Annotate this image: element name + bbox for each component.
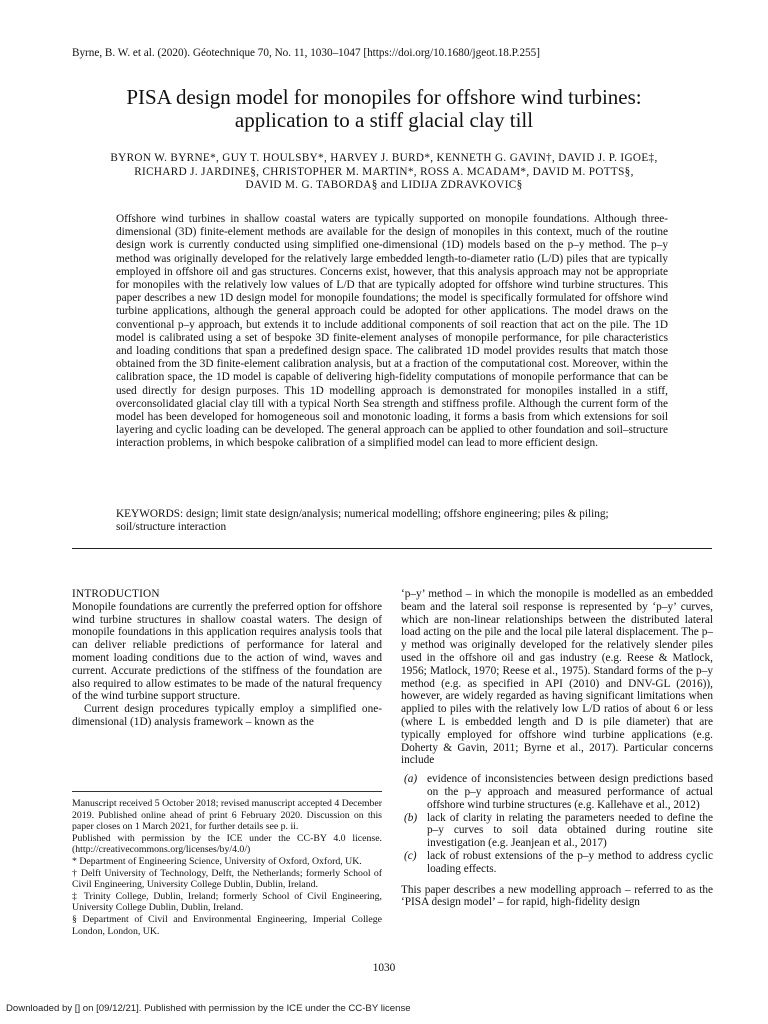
list-item-text: lack of robust extensions of the p–y method to address cyclic loading effects. bbox=[427, 849, 713, 875]
list-item-label: (c) bbox=[404, 849, 417, 862]
section-divider bbox=[72, 548, 712, 549]
download-notice: Downloaded by [] on [09/12/21]. Published with permission by the ICE under the CC-BY license bbox=[6, 1003, 411, 1014]
abstract: Offshore wind turbines in shallow coastal waters are typically supported on monopile foundations. Although three-dimensional (3D) finite-element methods are available for the design of monopiles in this context, much of the routine design work is currently conducted using simplified one-dimensional (1D) models based on the p–y method. The p–y method was originally developed for the relatively large embedded length-to-diameter ratio (L/D) piles that are typically employed in offshore oil and gas structures. Concerns exist, however, that this analysis approach may not be appropriate for monopiles with the relatively low values of L/D that are typically adopted for offshore wind turbine structures. This paper describes a new 1D design model for monopile foundations; the model is specifically formulated for offshore wind turbine applications, although the general approach could be adopted for other applications. The model draws on the conventional p–y approach, but extends it to include additional components of soil reaction that act on the pile. The 1D model is calibrated using a set of bespoke 3D finite-element analyses of monopile performance, for pile characteristics and loading conditions that span a predefined design space. The calibrated 1D model provides results that match those obtained from the 3D finite-element calibration analysis, but at a fraction of the computational cost. Moreover, within the calibration space, the 1D model is capable of delivering high-fidelity computations of monopile performance that can be used directly for design purposes. This 1D modelling approach is demonstrated for monopiles installed in a stiff, overconsolidated glacial clay till with a typical North Sea strength and stiffness profile. Although the current form of the model has been developed for homogeneous soil and monotonic loading, it forms a basis from which extensions for soil layering and cyclic loading can be developed. The general approach can be applied to other foundation and soil–structure interaction problems, in which bespoke calibration of a simplified model can lead to more efficient design. bbox=[116, 213, 668, 450]
list-item bbox=[401, 812, 713, 850]
list-item bbox=[401, 773, 713, 811]
title-line-1: PISA design model for monopiles for offshore wind turbines: bbox=[126, 85, 642, 109]
authors-line-1: BYRON W. BYRNE*, GUY T. HOULSBY*, HARVEY J. BURD*, KENNETH G. GAVIN†, DAVID J. P. IGOE‡, bbox=[110, 152, 658, 164]
paper-title bbox=[60, 86, 708, 132]
author-list bbox=[60, 152, 708, 193]
list-item bbox=[401, 850, 713, 876]
concerns-list bbox=[401, 773, 713, 875]
list-item-label: (b) bbox=[404, 811, 418, 824]
intro-paragraph-2: Current design procedures typically employ a simplified one-dimensional (1D) analysis framework – known as the bbox=[72, 703, 382, 728]
footnote-license: Published with permission by the ICE under the CC-BY 4.0 license. (http://creativecommons.org/licenses/by/4.0/) bbox=[72, 832, 382, 856]
footnote-divider bbox=[72, 791, 382, 792]
keywords: KEYWORDS: design; limit state design/analysis; numerical modelling; offshore engineering; piles & piling; soil/structure interaction bbox=[116, 508, 609, 534]
list-item-text: evidence of inconsistencies between design predictions based on the p–y approach and measured performance of actual offshore wind turbine structures (e.g. Kallehave et al., 2012) bbox=[427, 773, 713, 811]
right-paragraph-2: This paper describes a new modelling approach – referred to as the ‘PISA design model’ – for rapid, high-fidelity design bbox=[401, 883, 713, 909]
list-item-text: lack of clarity in relating the parameters needed to define the p–y curves to soil data obtained during routine site investigation (e.g. Jeanjean et al., 2017) bbox=[427, 811, 713, 850]
intro-paragraph-1: Monopile foundations are currently the preferred option for offshore wind turbine structures in shallow coastal waters. The design of monopile foundations in this application requires analysis tools that can deliver reliable predictions of performance for lateral and moment loading conditions due to the action of wind, waves and current. Accurate predictions of the stiffness of the foundation are also required to allow estimates to be made of the natural frequency of the wind turbine support structure. bbox=[72, 600, 382, 703]
journal-citation: Byrne, B. W. et al. (2020). Géotechnique 70, No. 11, 1030–1047 [https://doi.org/10.1680/jgeot.18.P.255] bbox=[72, 47, 540, 59]
right-paragraph-1: ‘p–y’ method – in which the monopile is modelled as an embedded beam and the lateral soil response is represented by ‘p–y’ curves, which are non-linear relationships between the distributed lateral load acting on the pile and the local pile lateral displacement. The p–y method was originally developed for the relatively slender piles used in the offshore oil and gas industry (e.g. Reese & Matlock, 1956; Matlock, 1970; Reese et al., 1975). Standard forms of the p–y method (e.g. as specified in API (2010) and DNV-GL (2016)), however, are widely regarded as having significant limitations when applied to piles with the relatively low L/D ratios of about 6 or less (where L is embedded length and D is pile diameter) that are typically employed for offshore wind turbine applications (e.g. Doherty & Gavin, 2011; Byrne et al., 2017). Particular concerns include bbox=[401, 588, 713, 767]
authors-line-2: RICHARD J. JARDINE§, CHRISTOPHER M. MARTIN*, ROSS A. MCADAM*, DAVID M. POTTS§, bbox=[134, 165, 634, 178]
right-column bbox=[401, 588, 713, 909]
footnote-affiliation-delft: † Delft University of Technology, Delft, the Netherlands; formerly School of Civil Engineering, University College Dublin, Dublin, Ireland. bbox=[72, 867, 382, 891]
left-column bbox=[72, 588, 382, 729]
footnote-affiliation-oxford: * Department of Engineering Science, University of Oxford, Oxford, UK. bbox=[72, 855, 362, 867]
list-item-label: (a) bbox=[404, 773, 418, 786]
authors-line-3: DAVID M. G. TABORDA§ and LIDIJA ZDRAVKOVIC§ bbox=[245, 179, 523, 191]
footnote-affiliation-imperial: § Department of Civil and Environmental Engineering, Imperial College London, London, UK. bbox=[72, 913, 382, 937]
footnote-manuscript: Manuscript received 5 October 2018; revised manuscript accepted 4 December 2019. Published online ahead of print 6 February 2020. Discussion on this paper closes on 1 March 2021, for further details see p. ii. bbox=[72, 798, 382, 833]
page-number: 1030 bbox=[372, 962, 396, 974]
footnote-affiliation-trinity: ‡ Trinity College, Dublin, Ireland; formerly School of Civil Engineering, University College Dublin, Dublin, Ireland. bbox=[72, 890, 382, 914]
footnotes bbox=[72, 798, 382, 937]
title-line-2: application to a stiff glacial clay till bbox=[234, 108, 534, 132]
introduction-heading: INTRODUCTION bbox=[72, 588, 160, 600]
